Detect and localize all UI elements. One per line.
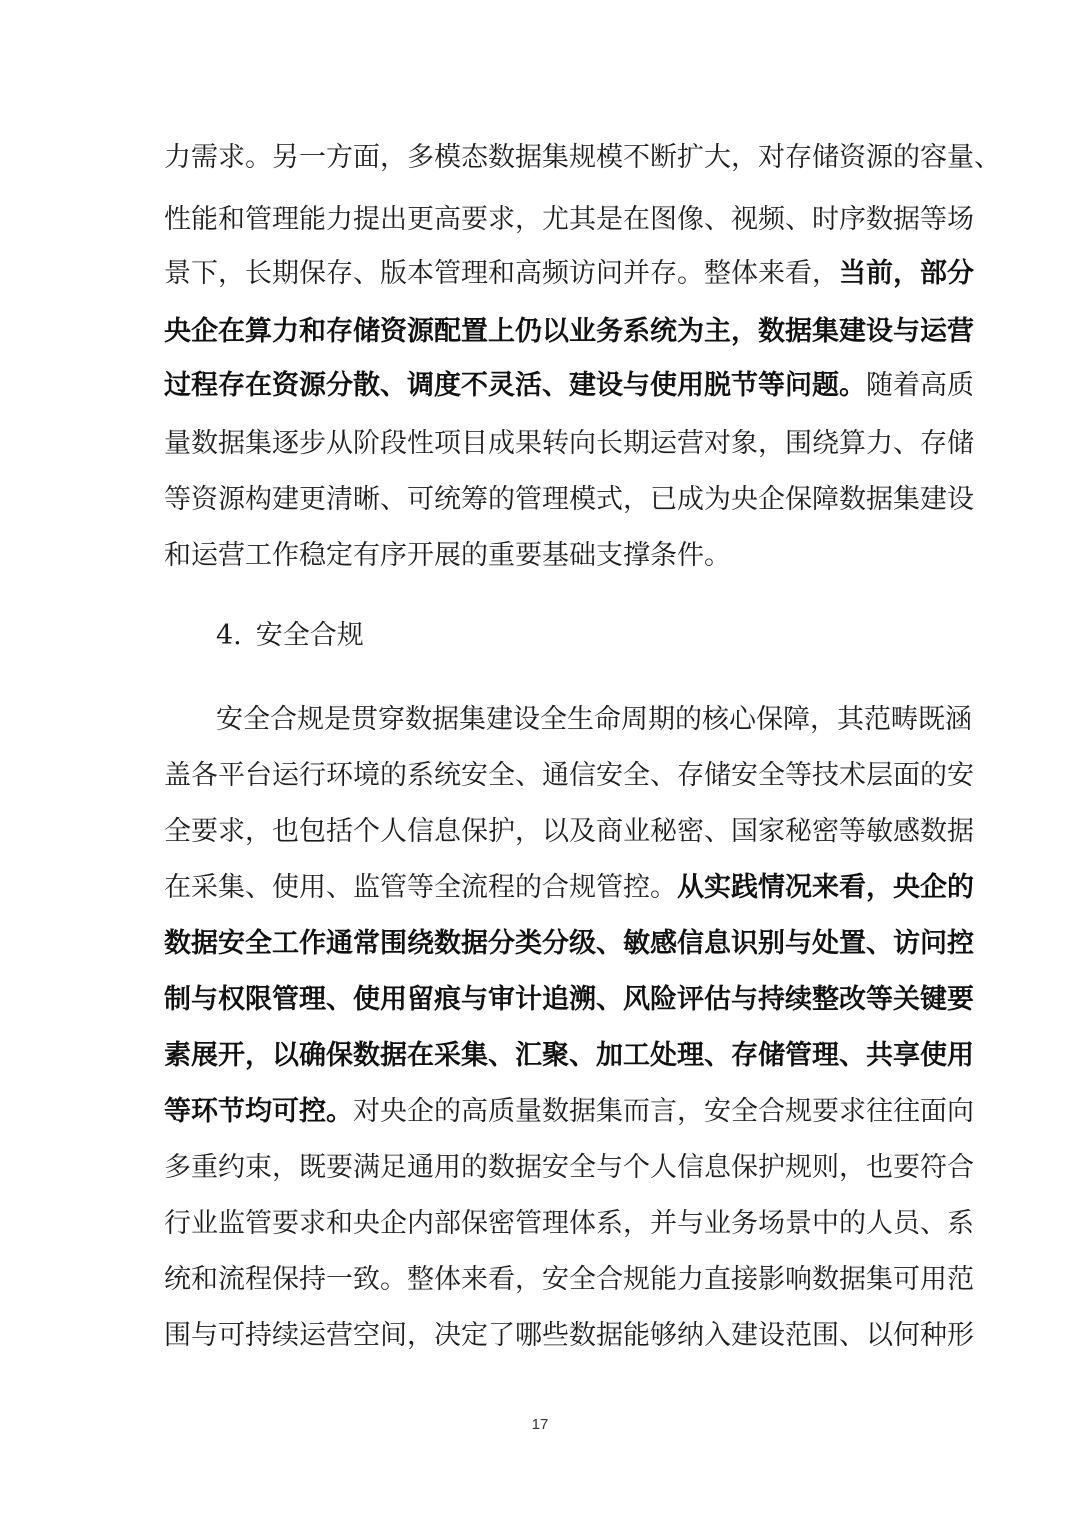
bold-text: 从实践情况来看，央企的 xyxy=(677,872,974,903)
text-line xyxy=(164,980,974,1020)
section-title: 安全合规 xyxy=(255,620,364,651)
text-line xyxy=(164,312,974,352)
text-line: 统和流程保持一致。整体来看，安全合规能力直接影响数据集可用范 xyxy=(164,1264,974,1295)
text-line: 盖各平台运行环境的系统安全、通信安全、存储安全等技术层面的安 xyxy=(164,760,974,791)
bold-text: 过程存在资源分散、调度不灵活、建设与使用脱节等问题。 xyxy=(164,370,866,401)
text-line: 性能和管理能力提出更高要求，尤其是在图像、视频、时序数据等场 xyxy=(164,204,974,235)
text-line: 量数据集逐步从阶段性项目成果转向长期运营对象，围绕算力、存储 xyxy=(164,428,974,459)
text-line: 和运营工作稳定有序开展的重要基础支撑条件。 xyxy=(164,540,731,571)
text-line: 在采集、使用、监管等全流程的合规管控。从实践情况来看，央企的 xyxy=(164,872,974,903)
text-line: 力需求。另一方面，多模态数据集规模不断扩大，对存储资源的容量、 xyxy=(164,142,1001,173)
text-line xyxy=(164,1036,974,1076)
text-line: 等资源构建更清晰、可统筹的管理模式，已成为央企保障数据集建设 xyxy=(164,484,974,515)
bold-text: 等环节均可控。 xyxy=(164,1096,353,1127)
text-line: 等环节均可控。对央企的高质量数据集而言，安全合规要求往往面向 xyxy=(164,1096,974,1127)
bold-text: 央企在算力和存储资源配置上仍以业务系统为主，数据集建设与运营 xyxy=(164,316,974,347)
section-heading xyxy=(216,616,364,656)
bold-text: 数据安全工作通常围绕数据分类分级、敏感信息识别与处置、访问控 xyxy=(164,928,974,959)
text-line: 景下，长期保存、版本管理和高频访问并存。整体来看，当前，部分 xyxy=(164,258,974,289)
text-line: 围与可持续运营空间，决定了哪些数据能够纳入建设范围、以何种形 xyxy=(164,1320,974,1351)
bold-text: 素展开，以确保数据在采集、汇聚、加工处理、存储管理、共享使用 xyxy=(164,1040,974,1071)
bold-text: 制与权限管理、使用留痕与审计追溯、风险评估与持续整改等关键要 xyxy=(164,984,974,1015)
text-line: 行业监管要求和央企内部保密管理体系，并与业务场景中的人员、系 xyxy=(164,1208,974,1239)
text-line xyxy=(164,924,974,964)
section-number: 4. xyxy=(216,620,242,651)
page-number: 17 xyxy=(531,1416,549,1433)
text-line: 多重约束，既要满足通用的数据安全与个人信息保护规则，也要符合 xyxy=(164,1152,974,1183)
bold-text: 当前，部分 xyxy=(839,258,974,289)
text-line: 全要求，也包括个人信息保护，以及商业秘密、国家秘密等敏感数据 xyxy=(164,816,974,847)
text-line: 安全合规是贯穿数据集建设全生命周期的核心保障，其范畴既涵 xyxy=(216,704,972,735)
text-line: 过程存在资源分散、调度不灵活、建设与使用脱节等问题。随着高质 xyxy=(164,370,974,401)
